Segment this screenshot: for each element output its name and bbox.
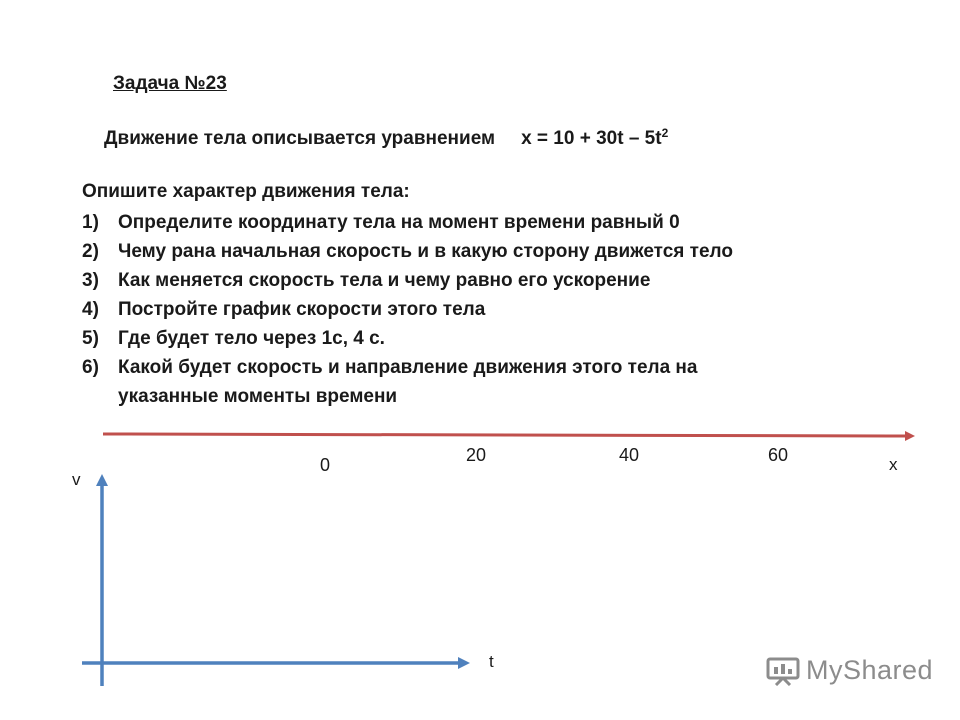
t-axis-label: t (489, 652, 494, 671)
x-axis-tick: 60 (768, 445, 789, 465)
question-number: 3) (82, 270, 99, 291)
equation-text: x = 10 + 30t – 5t (521, 128, 662, 149)
x-axis-tick: 0 (320, 455, 331, 475)
question-text: Постройте график скорости этого тела (118, 299, 486, 320)
question-text: Где будет тело через 1с, 4 с. (118, 328, 385, 349)
question-number: 6) (82, 357, 99, 378)
equation-exponent: 2 (661, 126, 669, 140)
question-text: Какой будет скорость и направление движения этого тела на указанные моменты времени (118, 357, 698, 407)
question-number: 2) (82, 241, 99, 262)
question-text: Как меняется скорость тела и чему равно его ускорение (118, 270, 651, 291)
presentation-icon (766, 656, 800, 686)
question-number: 1) (82, 212, 99, 233)
question-number: 4) (82, 299, 99, 320)
question-text: Определите координату тела на момент времени равный 0 (118, 212, 680, 233)
x-axis-tick: 40 (619, 445, 640, 465)
question-text: Чему рана начальная скорость и в какую сторону движется тело (118, 241, 733, 262)
x-axis-label: x (889, 455, 898, 474)
v-axis-label: v (72, 470, 81, 489)
question-number: 5) (82, 328, 99, 349)
x-axis-line (103, 434, 912, 436)
watermark (766, 655, 933, 686)
questions-intro: Опишите характер движения тела: (82, 181, 410, 202)
task-title: Задача №23 (113, 73, 227, 94)
x-axis-tick: 20 (466, 445, 487, 465)
statement-text: Движение тела описывается уравнением (104, 128, 496, 149)
watermark-text: MyShared (806, 655, 934, 685)
